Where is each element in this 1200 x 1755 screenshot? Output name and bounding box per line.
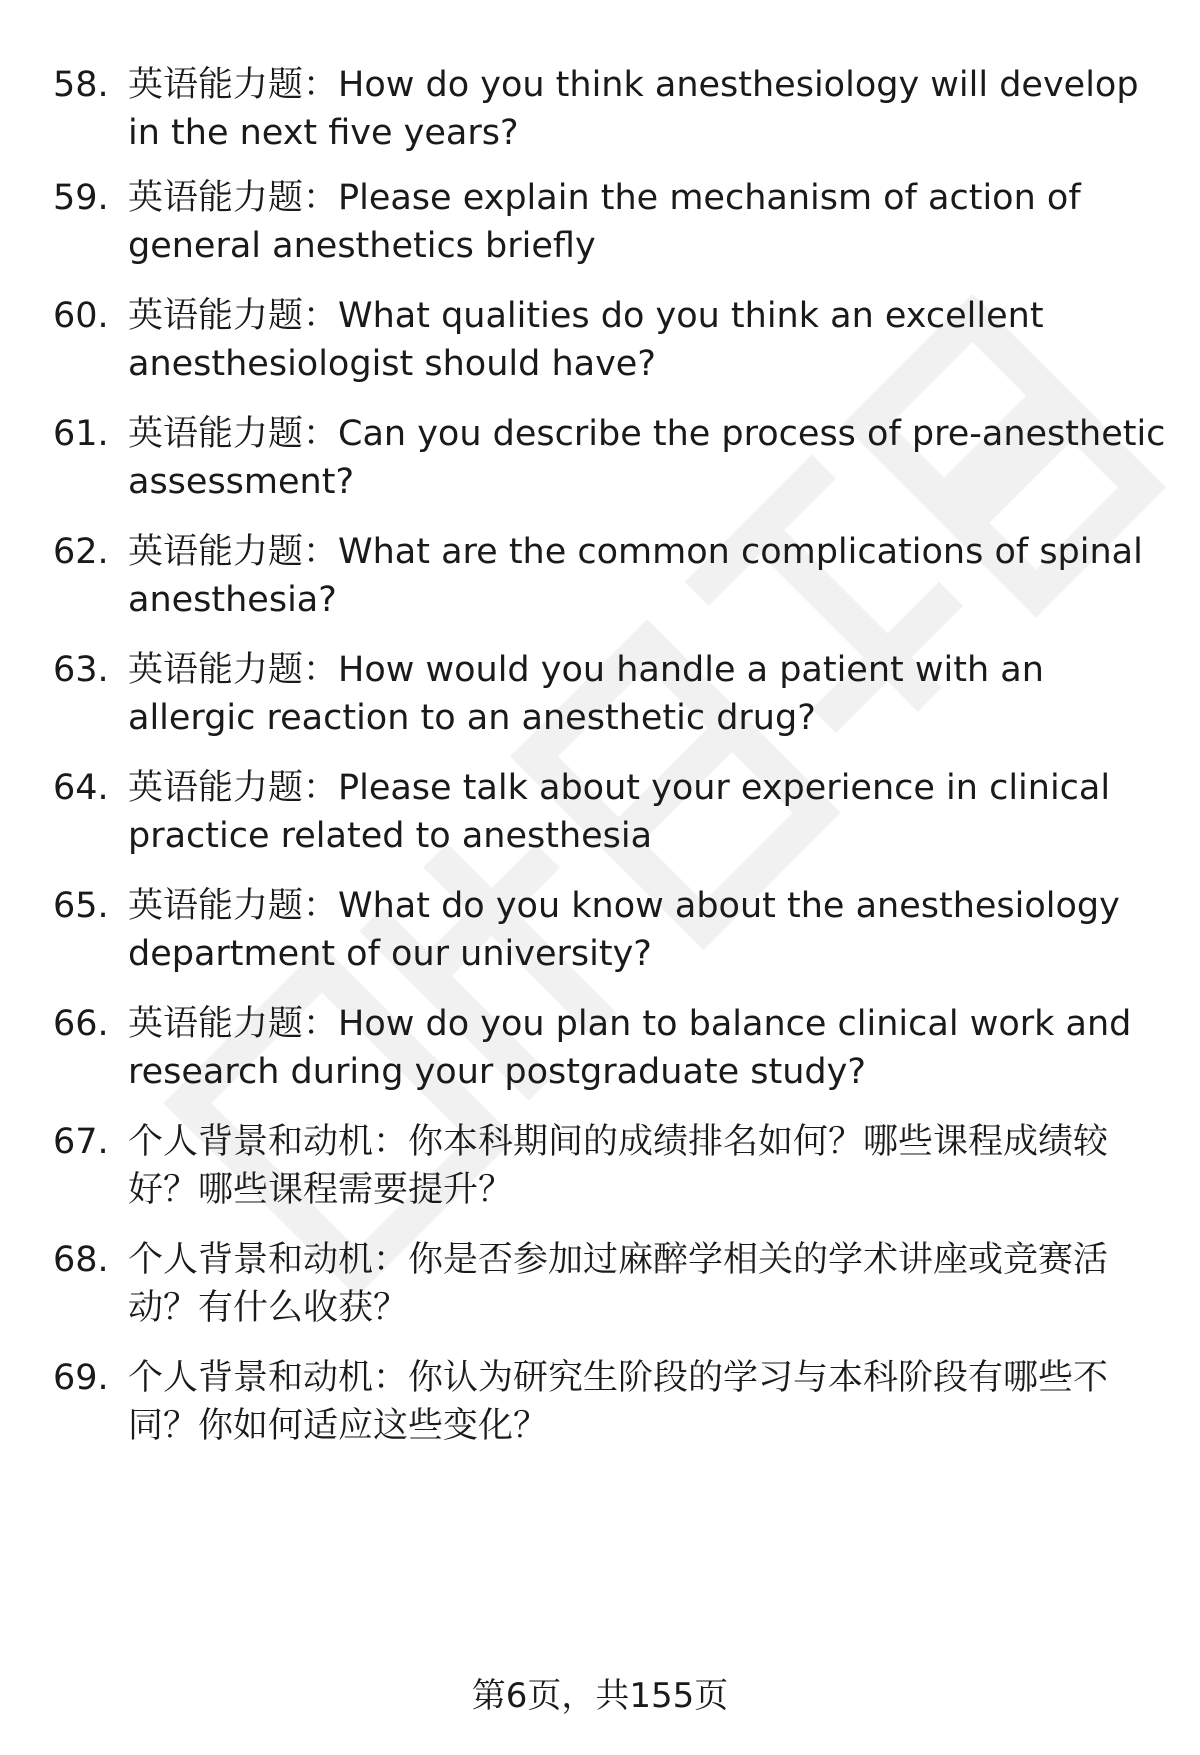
question-line: research during your postgraduate study?: [128, 1052, 866, 1092]
question-number: 59.: [53, 178, 109, 218]
question-line: 英语能力题：Please explain the mechanism of action of: [128, 178, 1081, 218]
question-text: [128, 1236, 1173, 1332]
question-line: 个人背景和动机：你是否参加过麻醉学相关的学术讲座或竞赛活: [128, 1240, 1109, 1280]
question-number: 69.: [53, 1358, 109, 1398]
question-line: allergic reaction to an anesthetic drug?: [128, 698, 816, 738]
question-text: [128, 1354, 1173, 1450]
question-text: [128, 882, 1173, 978]
question-number: 67.: [53, 1122, 109, 1162]
question-line: anesthesia?: [128, 580, 337, 620]
question-number: 60.: [53, 296, 109, 336]
question-text: [128, 292, 1173, 388]
question-line: 同？你如何适应这些变化？: [128, 1406, 549, 1446]
question-line: 英语能力题：Please talk about your experience in clinical: [128, 768, 1111, 808]
question-line: 英语能力题：What are the common complications of spinal: [128, 532, 1143, 572]
question-number: 63.: [53, 650, 109, 690]
question-line: 个人背景和动机：你本科期间的成绩排名如何？哪些课程成绩较: [128, 1122, 1109, 1162]
question-line: assessment?: [128, 462, 355, 502]
question-line: in the next five years?: [128, 113, 519, 153]
question-line: 英语能力题：How would you handle a patient with an: [128, 650, 1044, 690]
question-line: general anesthetics briefly: [128, 226, 596, 266]
question-line: 好？哪些课程需要提升？: [128, 1170, 514, 1210]
question-text: [128, 1118, 1173, 1214]
question-number: 58.: [53, 65, 109, 105]
question-number: 61.: [53, 414, 109, 454]
question-line: anesthesiologist should have?: [128, 344, 656, 384]
question-line: 英语能力题：How do you think anesthesiology will develop: [128, 65, 1139, 105]
question-line: practice related to anesthesia: [128, 816, 653, 856]
question-text: [128, 61, 1173, 157]
question-line: 个人背景和动机：你认为研究生阶段的学习与本科阶段有哪些不: [128, 1358, 1109, 1398]
question-line: 英语能力题：What do you know about the anesthesiology: [128, 886, 1120, 926]
page-footer: 第6页，共155页: [471, 1676, 729, 1716]
question-text: [128, 174, 1173, 270]
question-line: 英语能力题：How do you plan to balance clinical work and: [128, 1004, 1132, 1044]
question-number: 65.: [53, 886, 109, 926]
question-line: 动？有什么收获？: [128, 1288, 409, 1328]
question-number: 62.: [53, 532, 109, 572]
question-number: 68.: [53, 1240, 109, 1280]
question-number: 64.: [53, 768, 109, 808]
question-line: 英语能力题：Can you describe the process of pre-anesthetic: [128, 414, 1166, 454]
question-text: [128, 1000, 1173, 1096]
question-text: [128, 764, 1173, 860]
question-number: 66.: [53, 1004, 109, 1044]
question-text: [128, 410, 1173, 506]
question-text: [128, 646, 1173, 742]
question-line: 英语能力题：What qualities do you think an excellent: [128, 296, 1044, 336]
question-line: department of our university?: [128, 934, 652, 974]
question-text: [128, 528, 1173, 624]
